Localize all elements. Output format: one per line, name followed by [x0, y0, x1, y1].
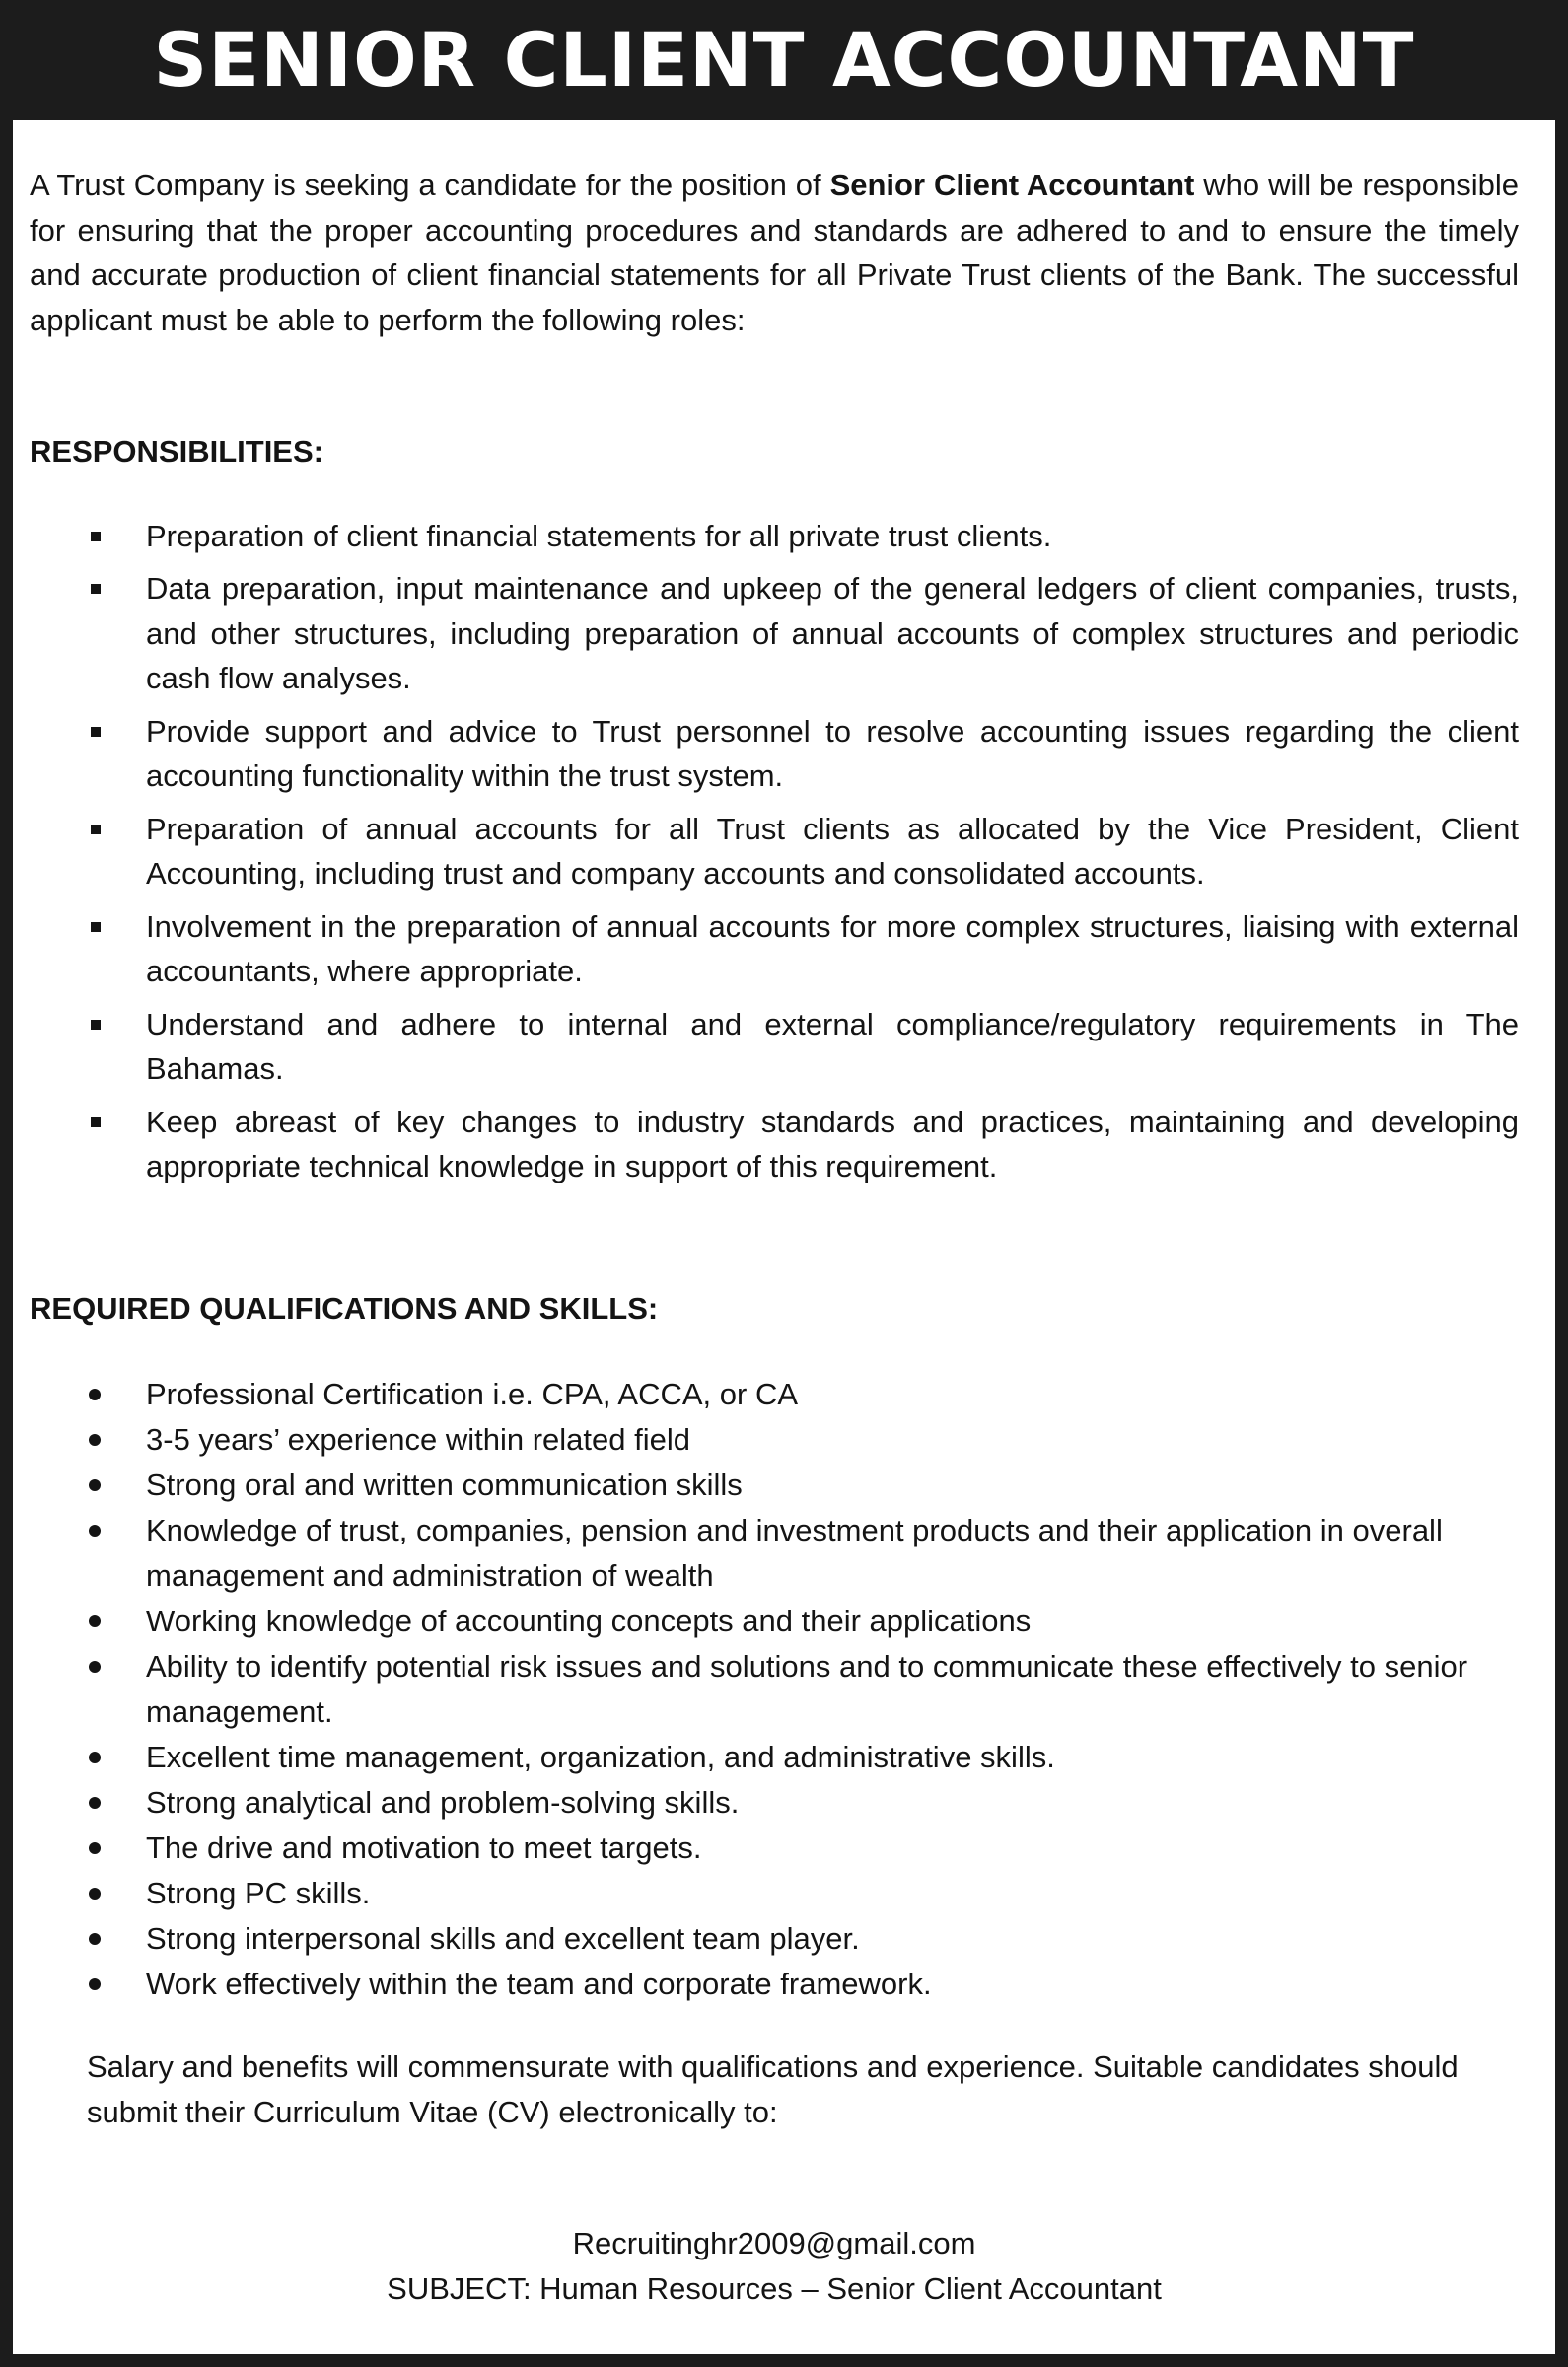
square-bullet-icon	[91, 532, 101, 541]
intro-text-before: A Trust Company is seeking a candidate for the position of	[30, 168, 830, 202]
qualification-text: Working knowledge of accounting concepts and their applications	[146, 1604, 1032, 1638]
responsibility-text: Understand and adhere to internal and external compliance/regulatory requirements in The Bahamas.	[146, 1006, 1519, 1086]
qualifications-list	[30, 1372, 1519, 2007]
square-bullet-icon	[91, 922, 101, 932]
qualification-item	[30, 1735, 1519, 1780]
qualification-text: Ability to identify potential risk issues and solutions and to communicate these effectively to senior management.	[146, 1649, 1468, 1729]
round-bullet-icon	[89, 1888, 101, 1900]
responsibility-text: Data preparation, input maintenance and upkeep of the general ledgers of client companies, trusts, and other structures, including preparation of annual accounts of complex structures and periodic cash flow analyses.	[146, 571, 1519, 695]
job-description	[30, 163, 1519, 2312]
qualification-text: Strong interpersonal skills and excellent team player.	[146, 1921, 860, 1956]
qualification-item	[30, 1372, 1519, 1417]
intro-position-name: Senior Client Accountant	[829, 168, 1195, 202]
qualification-text: Strong PC skills.	[146, 1876, 371, 1910]
round-bullet-icon	[89, 1842, 101, 1854]
qualification-text: Professional Certification i.e. CPA, ACCA, or CA	[146, 1377, 799, 1411]
round-bullet-icon	[89, 1525, 101, 1537]
qualification-text: 3-5 years’ experience within related field	[146, 1422, 690, 1457]
contact-subject: SUBJECT: Human Resources – Senior Client Accountant	[387, 2271, 1162, 2306]
qualification-item	[30, 1508, 1519, 1599]
qualification-text: The drive and motivation to meet targets.	[146, 1830, 702, 1865]
qualification-item	[30, 1780, 1519, 1826]
qualification-text: Knowledge of trust, companies, pension and investment products and their application in overall management and administration of wealth	[146, 1513, 1443, 1593]
responsibility-item	[30, 1002, 1519, 1092]
intro-paragraph	[30, 163, 1519, 342]
qualification-text: Strong analytical and problem-solving skills.	[146, 1785, 740, 1820]
qualification-item	[30, 1599, 1519, 1644]
round-bullet-icon	[89, 1661, 101, 1673]
responsibility-item	[30, 904, 1519, 994]
round-bullet-icon	[89, 1978, 101, 1990]
qualification-item	[30, 1417, 1519, 1463]
square-bullet-icon	[91, 825, 101, 834]
responsibility-item	[30, 566, 1519, 701]
qualification-item	[30, 1826, 1519, 1871]
salary-paragraph: Salary and benefits will commensurate with qualifications and experience. Suitable candidates should submit their Curriculum Vitae (CV) electronically to:	[87, 2049, 1459, 2129]
round-bullet-icon	[89, 1615, 101, 1627]
responsibility-text: Keep abreast of key changes to industry standards and practices, maintaining and developing appropriate technical knowledge in support of this requirement.	[146, 1104, 1519, 1184]
contact-email[interactable]: Recruitinghr2009@gmail.com	[572, 2226, 976, 2260]
responsibilities-list	[30, 514, 1519, 1189]
qualification-item	[30, 1644, 1519, 1735]
responsibility-text: Preparation of annual accounts for all Trust clients as allocated by the Vice President, Client Accounting, including trust and company accounts and consolidated accounts.	[146, 811, 1519, 891]
round-bullet-icon	[89, 1389, 101, 1400]
qualification-item	[30, 1871, 1519, 1916]
square-bullet-icon	[91, 727, 101, 737]
qualification-text: Work effectively within the team and corporate framework.	[146, 1967, 932, 2001]
responsibility-text: Provide support and advice to Trust personnel to resolve accounting issues regarding the client accounting functionality within the trust system.	[146, 713, 1519, 793]
round-bullet-icon	[89, 1479, 101, 1491]
responsibility-item	[30, 1100, 1519, 1189]
responsibility-item	[30, 709, 1519, 799]
round-bullet-icon	[89, 1434, 101, 1446]
round-bullet-icon	[89, 1797, 101, 1809]
round-bullet-icon	[89, 1933, 101, 1945]
qualification-item	[30, 1463, 1519, 1508]
responsibility-text: Involvement in the preparation of annual accounts for more complex structures, liaising with external accountants, where appropriate.	[146, 908, 1519, 988]
qualification-item	[30, 1916, 1519, 1962]
qualifications-heading: REQUIRED QUALIFICATIONS AND SKILLS:	[30, 1290, 659, 1326]
page-title: SENIOR CLIENT ACCOUNTANT	[0, 0, 1568, 120]
round-bullet-icon	[89, 1752, 101, 1763]
responsibility-text: Preparation of client financial statements for all private trust clients.	[146, 518, 1052, 553]
qualification-text: Strong oral and written communication skills	[146, 1468, 743, 1502]
intro-text-after: who will be responsible for ensuring that the proper accounting procedures and standards are adhered to and to ensure the timely and accurate production of client financial statements for all Private Trust clients of the Bank. The successful applicant must be able to perform the following roles:	[30, 168, 1519, 337]
qualification-item	[30, 1962, 1519, 2007]
square-bullet-icon	[91, 1020, 101, 1030]
square-bullet-icon	[91, 584, 101, 594]
contact-block	[30, 2221, 1519, 2312]
qualification-text: Excellent time management, organization, and administrative skills.	[146, 1740, 1055, 1774]
square-bullet-icon	[91, 1117, 101, 1127]
responsibility-item	[30, 514, 1519, 559]
responsibility-item	[30, 807, 1519, 897]
responsibilities-heading: RESPONSIBILITIES:	[30, 434, 323, 468]
